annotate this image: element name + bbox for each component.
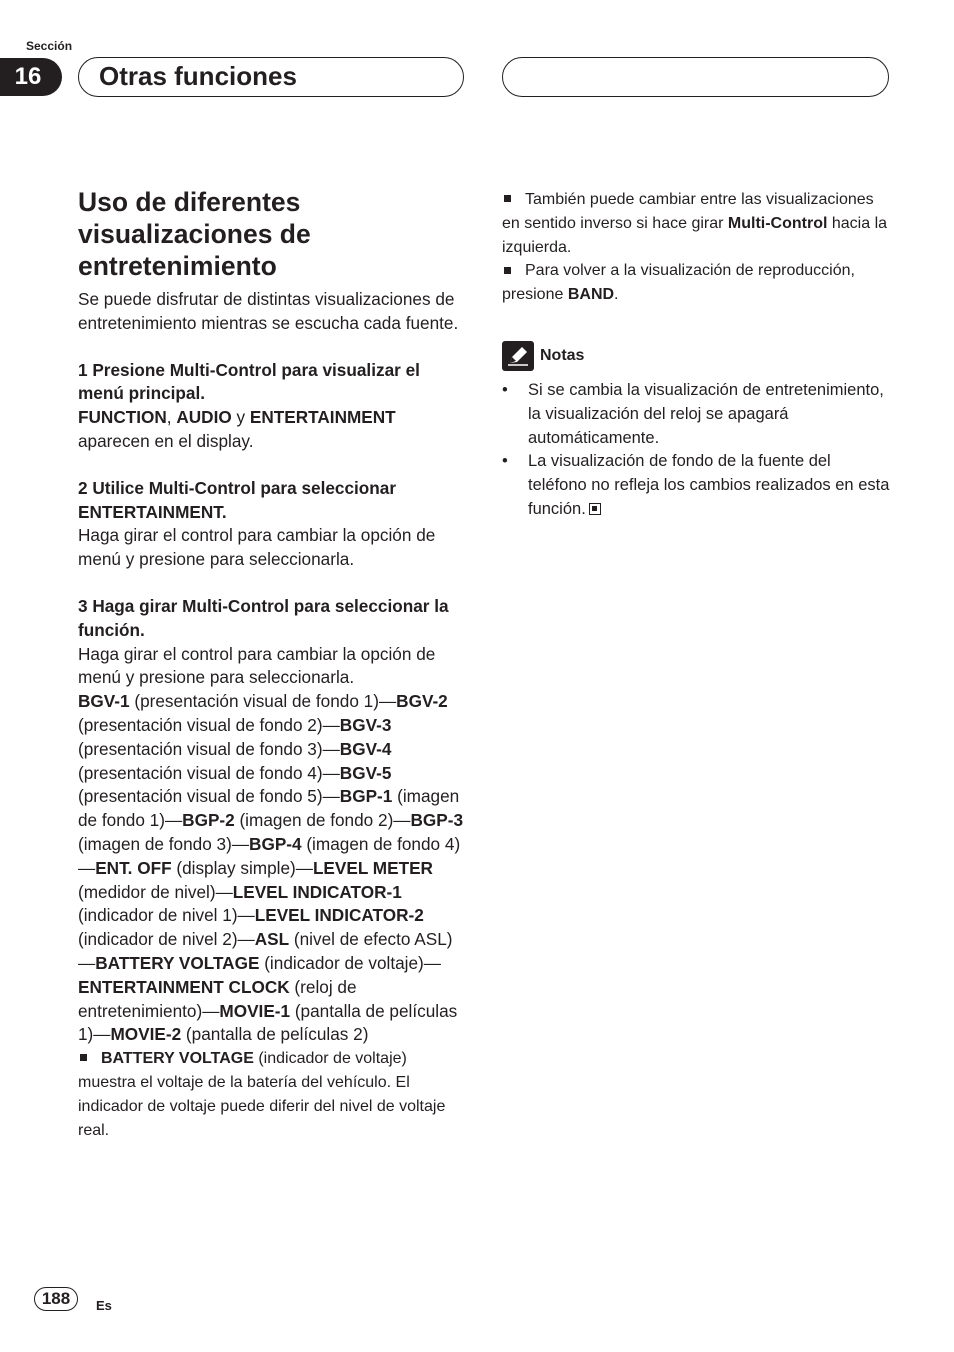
- square-bullet-icon: [80, 1054, 87, 1061]
- page-number: 188: [34, 1287, 78, 1311]
- function-separator: —: [393, 810, 411, 831]
- notes-header: [502, 341, 890, 371]
- language-code: Es: [96, 1298, 112, 1313]
- function-name: BGP-3: [410, 810, 464, 831]
- function-name: BGV-1: [78, 691, 130, 712]
- function-sequence: [78, 690, 468, 1047]
- function-description: (medidor de nivel): [78, 881, 216, 902]
- section-label: Sección: [26, 39, 73, 53]
- pencil-note-icon: [502, 341, 534, 371]
- function-separator: —: [231, 833, 250, 854]
- function-name: BATTERY VOLTAGE: [95, 952, 260, 973]
- main-column: [78, 186, 468, 1142]
- function-description: (presentación visual de fondo 3): [78, 738, 323, 759]
- tip-reverse: También puede cambiar entre las visualizaciones en sentido inverso si hace girar Multi-Control hacia la izquierda.: [502, 191, 888, 256]
- intro-paragraph: Se puede disfrutar de distintas visualizaciones de entretenimiento mientras se escucha cada fuente.: [78, 289, 459, 333]
- function-description: (display simple): [171, 857, 296, 878]
- note-item: • Si se cambia la visualización de entretenimiento, la visualización del reloj se apagará automáticamente.: [502, 379, 890, 450]
- function-description: (presentación visual de fondo 2): [78, 714, 323, 735]
- function-name: BGV-4: [339, 738, 392, 759]
- function-description: (indicador de voltaje): [259, 952, 424, 973]
- function-description: (indicador de nivel 2): [78, 929, 238, 950]
- function-description: (imagen de fondo 1): [78, 786, 460, 831]
- section-end-icon: [589, 503, 601, 515]
- step-1-body: FUNCTION, AUDIO y ENTERTAINMENT aparecen en el display.: [78, 407, 396, 451]
- side-column: [502, 188, 890, 522]
- function-separator: —: [322, 714, 340, 735]
- function-name: BGP-1: [339, 786, 393, 807]
- function-name: ASL: [254, 929, 290, 950]
- function-description: (presentación visual de fondo 5): [78, 786, 323, 807]
- function-separator: —: [378, 691, 397, 712]
- function-separator: —: [93, 1024, 111, 1045]
- function-name: LEVEL INDICATOR-2: [254, 905, 424, 926]
- function-name: BGV-3: [339, 714, 392, 735]
- step-2-title: 2 Utilice Multi-Control para seleccionar ENTERTAINMENT.: [78, 477, 397, 522]
- function-separator: —: [202, 1000, 220, 1021]
- function-separator: —: [322, 738, 340, 759]
- function-separator: —: [237, 929, 255, 950]
- function-description: (imagen de fondo 2): [234, 810, 394, 831]
- function-separator: —: [295, 857, 313, 878]
- square-bullet-icon: [504, 195, 511, 202]
- function-name: LEVEL INDICATOR-1: [232, 881, 402, 902]
- function-description: (pantalla de películas 1): [78, 1000, 458, 1045]
- function-name: BGP-4: [249, 833, 302, 854]
- notes-title: Notas: [540, 346, 585, 364]
- function-name: LEVEL METER: [312, 857, 433, 878]
- step-3-body: Haga girar el control para cambiar la opción de menú y presione para seleccionarla.: [78, 643, 436, 688]
- function-name: MOVIE-2: [110, 1024, 182, 1045]
- section-number-badge: 16: [0, 58, 62, 96]
- header-empty-box: [502, 57, 889, 97]
- heading-line: entretenimiento: [78, 251, 277, 281]
- step-3-title: 3 Haga girar Multi-Control para seleccionar la función.: [78, 595, 449, 640]
- page-heading: [78, 186, 468, 282]
- function-separator: —: [78, 857, 96, 878]
- function-name: BGP-2: [182, 810, 235, 831]
- function-description: (imagen de fondo 3): [78, 833, 232, 854]
- heading-line: Uso de diferentes: [78, 187, 301, 217]
- heading-line: visualizaciones de: [78, 219, 311, 249]
- function-name: BGV-5: [339, 762, 392, 783]
- square-bullet-icon: [504, 267, 511, 274]
- function-name: BGV-2: [396, 691, 448, 712]
- tip-return: Para volver a la visualización de reproducción, presione BAND.: [502, 262, 855, 304]
- chapter-title: Otras funciones: [78, 57, 464, 97]
- function-description: (presentación visual de fondo 1): [129, 691, 379, 712]
- step-2-body: Haga girar el control para cambiar la opción de menú y presione para seleccionarla.: [78, 525, 436, 570]
- function-description: (indicador de nivel 1): [78, 905, 238, 926]
- function-separator: —: [78, 952, 96, 973]
- function-separator: —: [423, 952, 441, 973]
- function-description: (reloj de entretenimiento): [78, 976, 357, 1021]
- function-separator: —: [215, 881, 233, 902]
- function-name: ENTERTAINMENT CLOCK: [78, 976, 290, 997]
- function-description: (imagen de fondo 4): [301, 833, 461, 854]
- function-separator: —: [322, 762, 340, 783]
- function-separator: —: [322, 786, 340, 807]
- function-description: (pantalla de películas 2): [181, 1024, 369, 1045]
- step-1-title: 1 Presione Multi-Control para visualizar el menú principal.: [78, 359, 420, 404]
- note-item: • La visualización de fondo de la fuente del teléfono no refleja los cambios realizados en esta función.: [502, 450, 890, 521]
- function-name: MOVIE-1: [219, 1000, 291, 1021]
- notes-list: [502, 379, 890, 522]
- function-separator: —: [164, 810, 183, 831]
- function-name: ENT. OFF: [95, 857, 172, 878]
- battery-voltage-note: BATTERY VOLTAGE (indicador de voltaje) muestra el voltaje de la batería del vehículo. El indicador de voltaje puede diferir del nivel de voltaje real.: [78, 1050, 446, 1139]
- function-separator: —: [237, 905, 255, 926]
- function-description: (nivel de efecto ASL): [289, 929, 453, 950]
- function-description: (presentación visual de fondo 4): [78, 762, 323, 783]
